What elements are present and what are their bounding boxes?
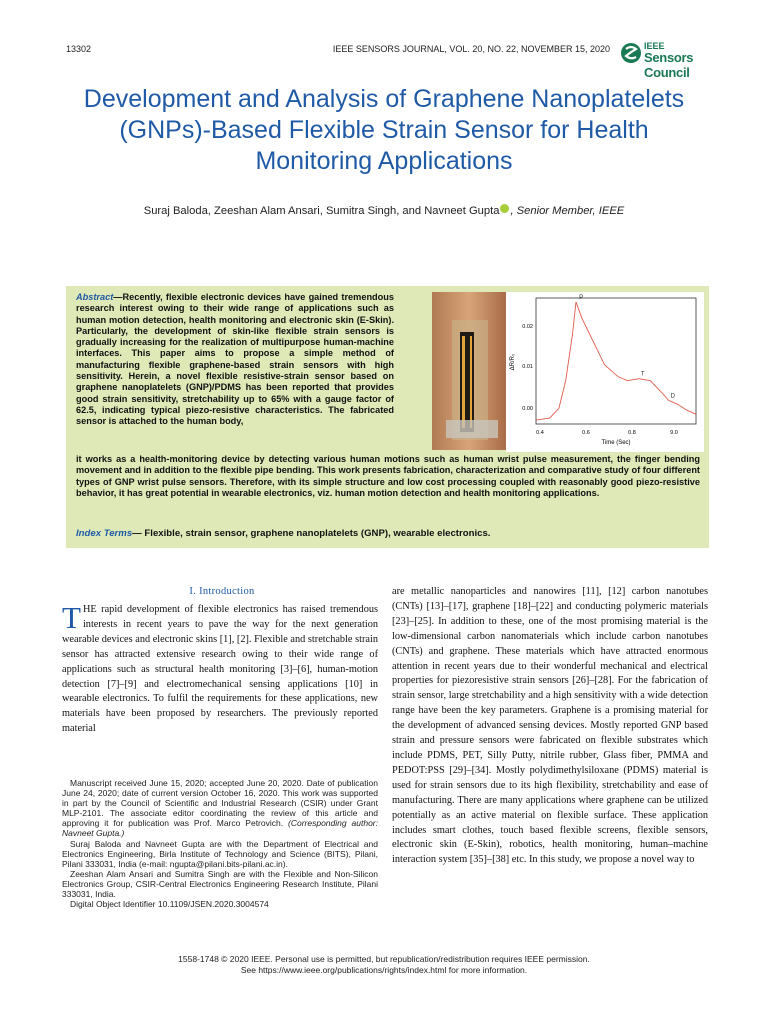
- author-membership: , Senior Member, IEEE: [510, 205, 625, 217]
- chart-annotation-d: D: [670, 393, 675, 400]
- dropcap-letter: T: [62, 600, 81, 635]
- index-terms-label: Index Terms: [76, 528, 133, 539]
- chart-annotation-t: T: [640, 371, 645, 378]
- logo-line2: Sensors Council: [644, 50, 694, 80]
- x-tick-label: 0.4: [536, 430, 544, 436]
- footnote-corresponding-author: (Corresponding author: Navneet Gupta.): [62, 818, 378, 839]
- y-axis-label: ΔR/R₀: [510, 353, 516, 371]
- index-terms: [76, 528, 700, 539]
- footnote-doi: Digital Object Identifier 10.1109/JSEN.2020.3004574: [70, 899, 269, 910]
- orcid-icon[interactable]: [500, 204, 509, 213]
- footnote-manuscript-text: Manuscript received June 15, 2020; accepted June 20, 2020. Date of publication June 24, 2020; date of current version October 16, 2020. This work was supported in part by the Council of Scientific and Industrial Research (CSIR) under Grant MLP-2101. The associate editor coordinating the review of this article and approving it for publication was Prof. Marco Petrovich.: [62, 778, 378, 829]
- x-tick-label: 0.6: [582, 430, 590, 436]
- pulse-chart-svg: [506, 292, 704, 452]
- footnote-manuscript: [62, 778, 378, 839]
- logo-line1: IEEE: [644, 41, 665, 51]
- footnote-affiliation-1: Suraj Baloda and Navneet Gupta are with the Department of Electrical and Electronics Engineering, Birla Institute of Technology and Science (BITS), Pilani, Pilani 333031, India (e-mail: ngupta@pilani.bits-pilani.ac.in).: [62, 838, 378, 869]
- chart-annotation-p: P: [579, 294, 584, 301]
- intro-right-column: are metallic nanoparticles and nanowires [11], [12] carbon nanotubes (CNTs) [13]–[17], graphene [18]–[22] and conducting polymeric materials [23]–[25]. In addition to these, one of the most promising material is the low-dimensional carbon nanomaterials which include carbon nanotubes (CNTs) and graphene. These materials which have attracted enormous attention in recent years due to their wonderful mechanical and electrical properties for piezoresistive strain sensors [26]–[28]. For the fabrication of strain sensor, large stretchability and a high sensitivity with a wide detection range have been the key parameters. Graphene is a promising material for the development of advanced sensing devices. Mostly reported GNP based strain and pressure sensors were fabricated on flexible substrates which include PDMS, PET, Silly Putty, nitrile rubber, Glass fiber, PMMA and PEDOT:PSS [29]–[34]. Mostly polydimethylsiloxane (PDMS) material is used for strain sensors due to its high flexibility, stretchability and ease of manufacturing. There are many applications where graphene can be utilized potentially as an active material on flexible surface. These application includes smart clothes, touch based flexible screens, flexible sensors, electronic skin (E-Skin), robotics, health monitoring, human–machine interaction system [35]–[38] etc. In this study, we propose a novel way to: [392, 586, 708, 866]
- author-list: [60, 204, 708, 217]
- abstract-part2: it works as a health-monitoring device by detecting various human motions such as human wrist pulse measurement, the finger bending movement and in addition to the flexible pipe bending. This work presents fabrication, characterization and comparative study of four different types of GNP wrist pulse sensors. Therefore, with its simple structure and low cost processing coupled with reasonably good piezo-resistive behavior, it has great potential in wearable electronics, viz. human motion detection and health monitoring applications.: [76, 454, 700, 498]
- x-axis-label: Time (Sec): [601, 440, 631, 446]
- journal-header: IEEE SENSORS JOURNAL, VOL. 20, NO. 22, NOVEMBER 15, 2020: [332, 44, 610, 54]
- intro-left-column: [62, 600, 378, 737]
- footnote-affiliation-2: Zeeshan Alam Ansari and Sumitra Singh are with the Flexible and Non-Silicon Electronics Group, CSIR-Central Electronics Engineering Research Institute, Pilani 333031, India.: [62, 868, 378, 900]
- abstract-label: Abstract: [76, 292, 114, 302]
- x-tick-label: 9.0: [670, 430, 678, 436]
- footnote: [62, 778, 378, 909]
- section-heading: I. Introduction: [189, 586, 255, 597]
- y-tick-label: 0.01: [522, 364, 533, 370]
- copyright-notice: [60, 954, 708, 975]
- y-tick-label: 0.02: [522, 324, 533, 330]
- sensors-council-icon: [620, 42, 642, 64]
- ieee-sensors-council-logo: [620, 40, 720, 80]
- sensor-photo: [432, 292, 506, 450]
- copyright-line1: 1558-1748 © 2020 IEEE. Personal use is permitted, but republication/redistribution requires IEEE permission.: [178, 954, 590, 964]
- paper-title: Development and Analysis of Graphene Nanoplatelets (GNPs)-Based Flexible Strain Sensor for Health Monitoring Applications: [83, 85, 685, 175]
- x-tick-label: 0.8: [628, 430, 636, 436]
- y-tick-label: 0.00: [522, 406, 533, 412]
- pulse-chart: [506, 292, 704, 452]
- pulse-series-line: [536, 302, 696, 420]
- intro-left-text: HE rapid development of flexible electronics has raised tremendous interests in recent years to pave the way for the next generation wearable devices and electronic skins [1], [2]. Flexible and stretchable strain sensor has attracted extensive research owing to their wide range of applications such as structural health monitoring [3]–[6], human-motion detection [7]–[9] and electromechanical sensing applications [10] in wearable electronics. To fulfil the requirements for these applications, new materials have been proposed by researchers. The previously reported material: [62, 604, 378, 735]
- abstract-text-part1: —Recently, flexible electronic devices have gained tremendous research interest owing to their wide range of applications such as human motion detection, health monitoring and electronic skin (E-Skin). Particularly, the development of skin-like flexible strain sensors is gradually increasing for the realization of multipurpose human-machine interfaces. This paper aims to propose a simple method of manufacturing flexible graphene-based strain sensors with high sensitivity. Herein, a novel flexible resistive-strain sensor based on graphene nanoplatelets (GNP)/PDMS has been reported that provides good strain sensitivity, stretchability up to 65% with a gauge factor of 62.5, indicating typical piezo-resistive characteristics. The fabricated sensor is attached to the human body,: [76, 292, 394, 427]
- abstract-part1: [76, 292, 394, 428]
- wrist-image: [432, 292, 506, 450]
- page-number: 13302: [66, 44, 92, 54]
- copyright-line2[interactable]: See https://www.ieee.org/publications/rights/index.html for more information.: [240, 964, 528, 975]
- author-names: Suraj Baloda, Zeeshan Alam Ansari, Sumitra Singh, and Navneet Gupta: [143, 205, 500, 217]
- index-terms-text: — Flexible, strain sensor, graphene nanoplatelets (GNP), wearable electronics.: [132, 528, 491, 539]
